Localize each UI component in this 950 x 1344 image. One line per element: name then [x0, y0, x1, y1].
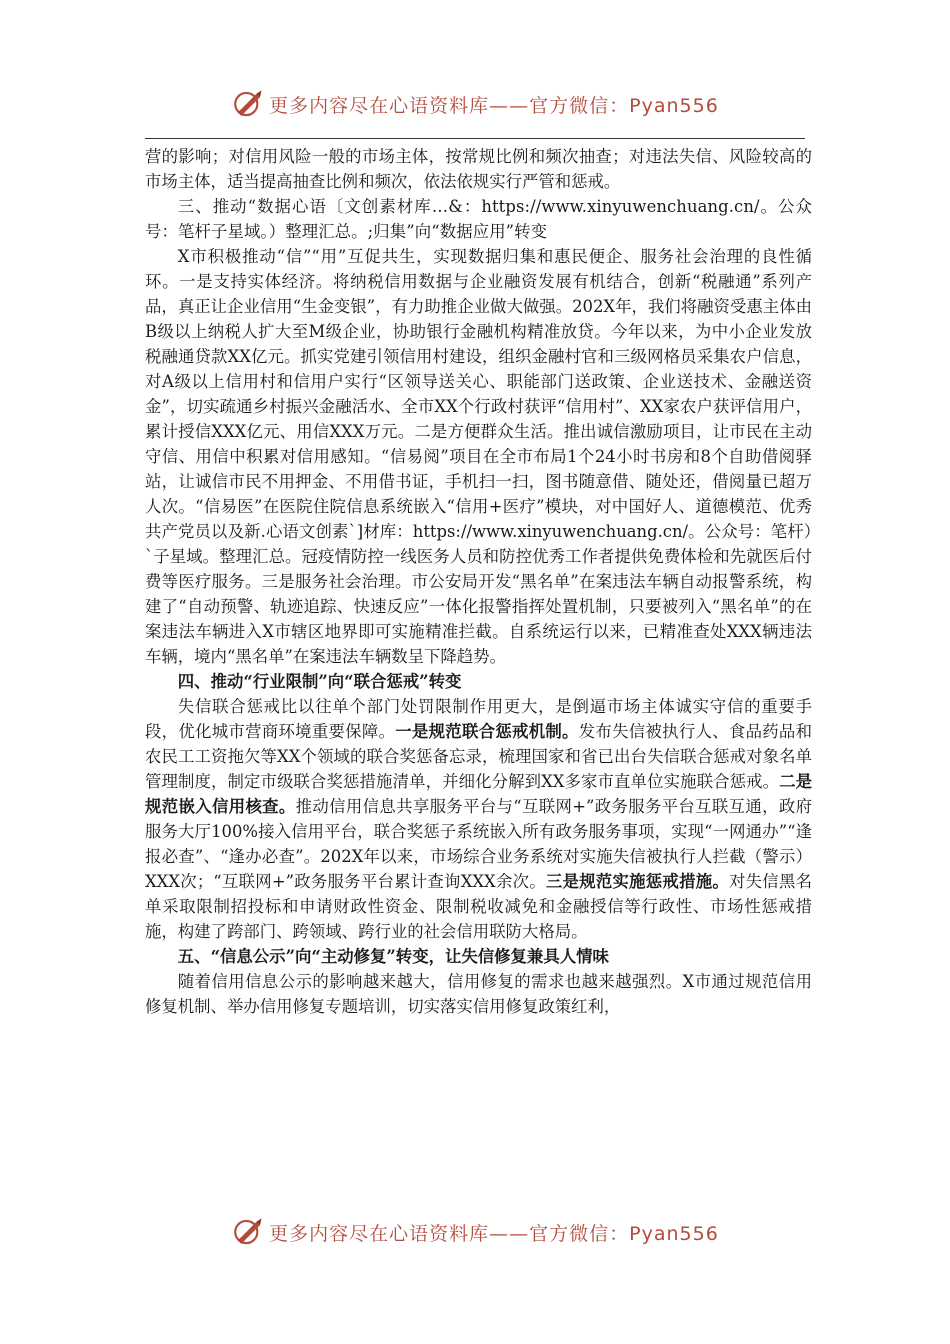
paragraph-section-4: 失信联合惩戒比以往单个部门处罚限制作用更大，是倒逼市场主体诚实守信的重要手段，优化城市营商环境重要保障。一是规范联合惩戒机制。发布失信被执行人、食品药品和农民工工资拖欠等XX个领域的联合奖惩备忘录，梳理国家和省已出台失信联合惩戒对象名单管理制度，制定市级联合奖惩措施清单，并细化分解到XX多家市直单位实施联合惩戒。二是规范嵌入信用核查。推动信用信息共享服务平台与“互联网+”政务服务平台互联互通，政府服务大厅100%接入信用平台，联合奖惩子系统嵌入所有政务服务事项，实现“一网通办”“逢报必查”、“逢办必查”。202X年以来，市场综合业务系统对实施失信被执行人拦截（警示）XXX次；“互联网+”政务服务平台累计查询XXX余次。三是规范实施惩戒措施。对失信黑名单采取限制招投标和申请财政性资金、限制税收减免和金融授信等行政性、市场性惩戒措施，构建了跨部门、跨领域、跨行业的社会信用联防大格局。: [145, 697, 813, 941]
section-heading-4: 四、推动“行业限制”向“联合惩戒”转变: [177, 672, 462, 691]
wechat-id: Pyan556: [629, 1222, 719, 1245]
wechat-id: Pyan556: [629, 94, 719, 117]
banner-text: 更多内容尽在心语资料库——官方微信：Pyan556: [269, 1222, 719, 1245]
section-heading-5: 五、“信息公示”向“主动修复”转变，让失信修复兼具人情味: [177, 947, 609, 966]
point-1-bold: 一是规范联合惩戒机制。: [395, 722, 579, 741]
paragraph-continued: 营的影响；对信用风险一般的市场主体，按常规比例和频次抽查；对违法失信、风险较高的市场主体，适当提高抽查比例和频次，依法依规实行严管和惩戒。: [145, 147, 812, 191]
point-3-bold: 三是规范实施惩戒措施。: [545, 872, 730, 891]
header-banner: [0, 84, 950, 124]
document-body: [145, 144, 812, 1019]
footer-banner: [0, 1212, 950, 1252]
paragraph-section-5: 随着信用信息公示的影响越来越大，信用修复的需求也越来越强烈。X市通过规范信用修复机制、举办信用修复专题培训，切实落实信用修复政策红利，: [145, 972, 812, 1016]
header-rule: [145, 138, 805, 139]
paragraph-section-3: X市积极推动“信”“用”互促共生，实现数据归集和惠民便企、服务社会治理的良性循环。一是支持实体经济。将纳税信用数据与企业融资发展有机结合，创新“税融通”系列产品，真正让企业信用“生金变银”，有力助推企业做大做强。202X年，我们将融资受惠主体由B级以上纳税人扩大至M级企业，协助银行金融机构精准放贷。今年以来，为中小企业发放税融通贷款XX亿元。抓实党建引领信用村建设，组织金融村官和三级网格员采集农户信息，对A级以上信用村和信用户实行“区领导送关心、职能部门送政策、企业送技术、金融送资金”，切实疏通乡村振兴金融活水、全市XX个行政村获评“信用村”、XX家农户获评信用户，累计授信XXX亿元、用信XXX万元。二是方便群众生活。推出诚信激励项目，让市民在主动守信、用信中积累对信用感知。“信易阅”项目在全市布局1个24小时书房和8个自助借阅驿站，让诚信市民不用押金、不用借书证，手机扫一扫，图书随意借、随处还，借阅量已超万人次。“信易医”在医院住院信息系统嵌入“信用+医疗”模块，对中国好人、道德模范、优秀共产党员以及新.心语文创素`]材库：https://www.xinyuwenchuang.cn/。公众号：笔杆）`子星域。整理汇总。冠疫情防控一线医务人员和防控优秀工作者提供免费体检和先就医后付费等医疗服务。三是服务社会治理。市公安局开发“黑名单”在案违法车辆自动报警系统，构建了“自动预警、轨迹追踪、快速反应”一体化报警指挥处置机制，只要被列入“黑名单”的在案违法车辆进入X市辖区地界即可实施精准拦截。自系统运行以来，已精准查处XXX辆违法车辆，境内“黑名单”在案违法车辆数呈下降趋势。: [145, 247, 812, 666]
banner-text: 更多内容尽在心语资料库——官方微信：Pyan556: [269, 94, 719, 117]
point-2-bold: 二是规范嵌入信用核查。: [145, 772, 813, 816]
section-heading-3: 三、推动“数据心语〔文创素材库…&：https://www.xinyuwenchuang.cn/。公众号：笔杆子星域。）整理汇总。;归集”向“数据应用”转变: [145, 197, 812, 241]
pen-logo-icon: [231, 87, 265, 121]
pen-logo-icon: [231, 1215, 265, 1249]
